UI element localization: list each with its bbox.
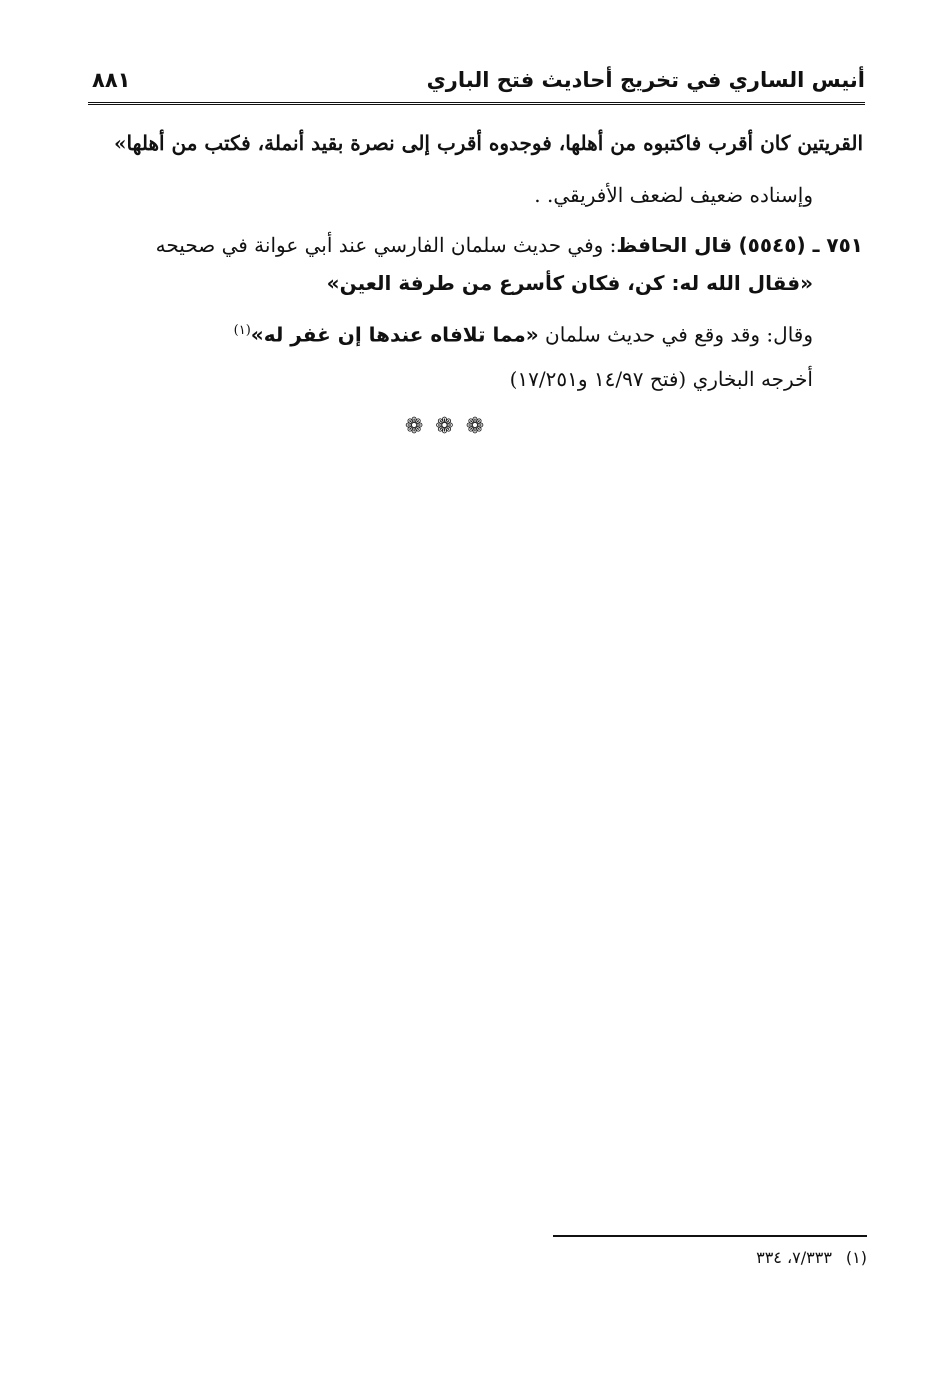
hadith-text: : وفي حديث سلمان الفارسي عند أبي عوانة في صحيحه [155,233,617,257]
paragraph-isnad-note: وإسناده ضعيف لضعف الأفريقي. . [534,183,813,207]
footnote-text: ٧/٣٣٣، ٣٣٤ [756,1248,832,1267]
additional-prefix: وقال: وقد وقع في حديث سلمان [545,322,813,347]
hadith-quote: «فقال الله له: كن، فكان كأسرع من طرفة العين» [326,271,813,295]
additional-quote: «مما تلافاه عندها إن غفر له» [250,322,539,347]
paragraph-takhrij: أخرجه البخاري (فتح ١٤/٩٧ و١٧/٢٥١) [509,366,813,391]
footnote-reference: (١) [233,323,251,338]
paragraph-additional [88,312,863,354]
hadith-label: قال الحافظ [616,233,733,257]
page-header [88,62,865,105]
footnote-divider [553,1235,867,1237]
hadith-entry [88,226,863,264]
section-ornaments: ❁❁❁ [404,413,497,439]
running-title: أنيس الساري في تخريج أحاديث فتح الباري [426,68,865,92]
main-text [88,124,863,439]
paragraph-continuation: القريتين كان أقرب فاكتبوه من أهلها، فوجدوه أقرب إلى نصرة بقيد أنملة، فكتب من أهلها» [114,131,863,155]
page-number: ٨٨١ [92,68,131,92]
hadith-number: ٧٥١ ـ (٥٥٤٥) [738,233,863,257]
footnote [756,1248,867,1267]
footnote-number: (١) [845,1248,867,1267]
